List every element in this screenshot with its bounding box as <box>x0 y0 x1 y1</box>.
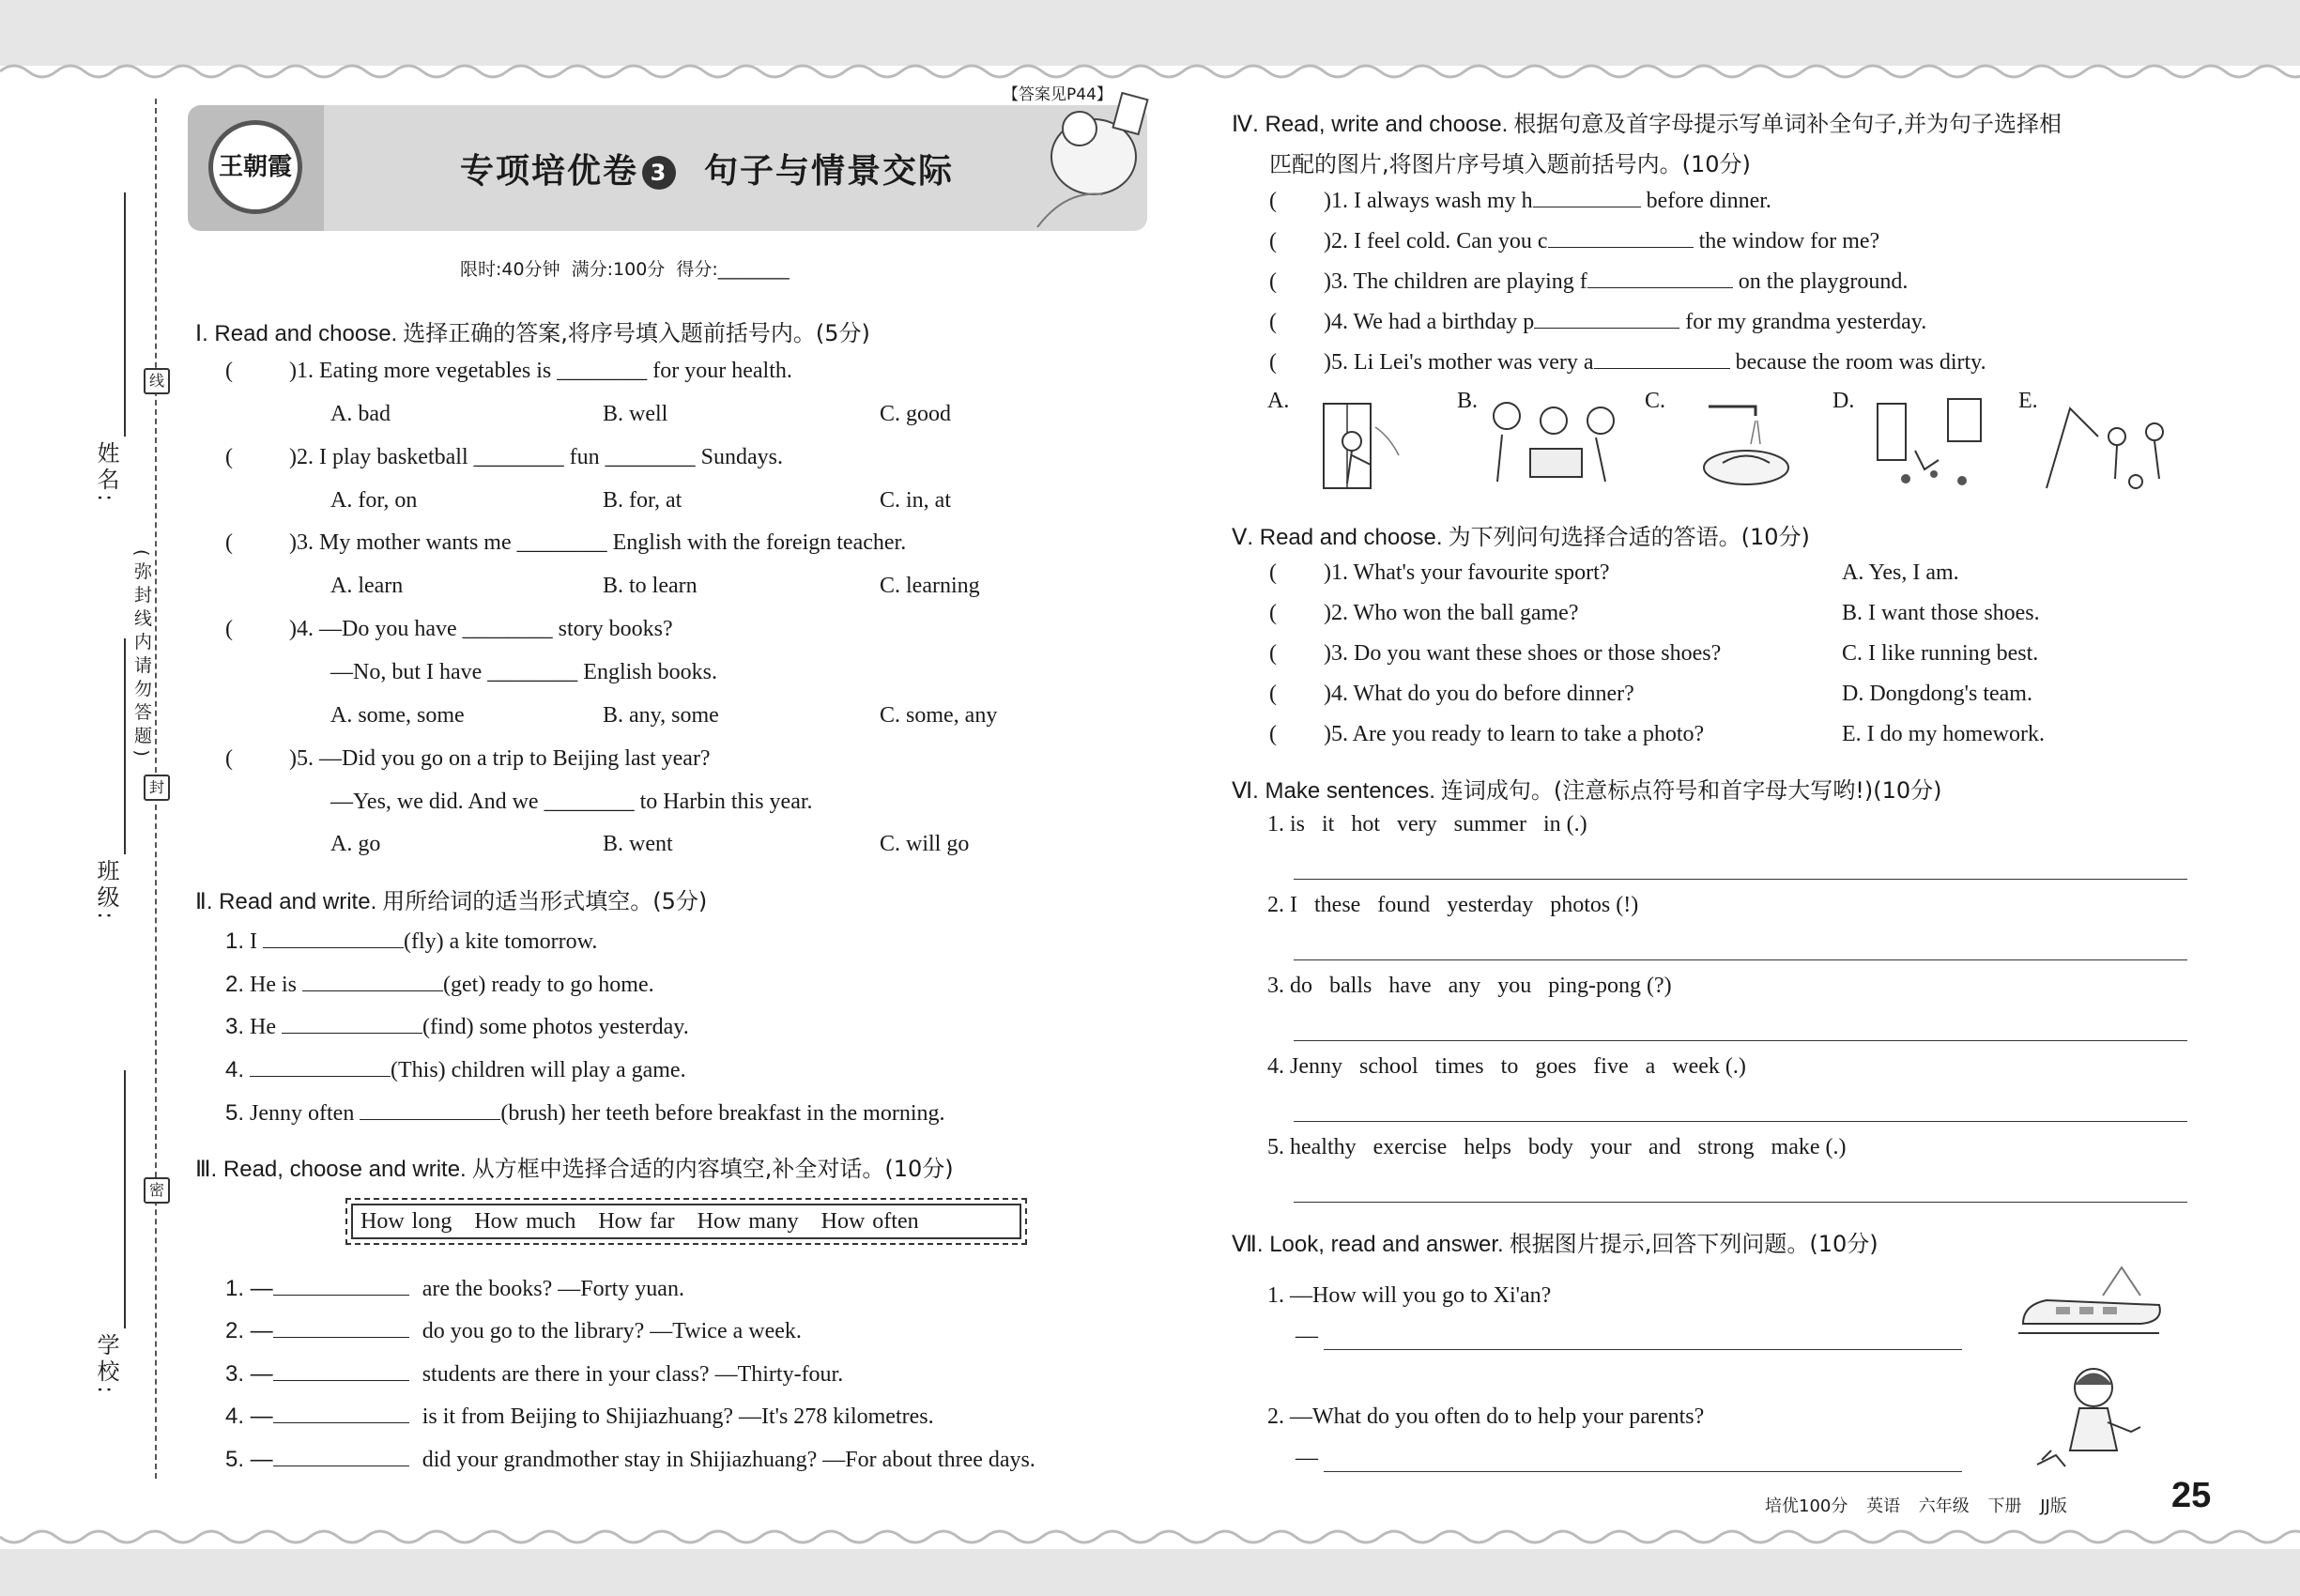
sec2-q4-blank[interactable] <box>250 1055 391 1077</box>
sec7-q1-dash: — <box>1296 1324 1318 1348</box>
top-wave-border <box>0 54 2300 83</box>
sec4-q1 <box>1269 186 1771 214</box>
sec5-ans-c: C. I like running best. <box>1842 641 2039 666</box>
title-main: 句子与情景交际 <box>704 152 955 191</box>
pic-label-b: B. <box>1457 389 1479 413</box>
sec4-q2-blank[interactable] <box>1548 226 1694 248</box>
sec1-q1-opt-a: A. bad <box>330 402 391 426</box>
sec3-q4-blank[interactable] <box>273 1402 409 1423</box>
sec6-q4: 4. Jenny school times to goes five a week (.) <box>1267 1054 1746 1079</box>
sec6-q5: 5. healthy exercise helps body your and strong make (.) <box>1267 1135 1847 1159</box>
class-field[interactable] <box>124 638 126 854</box>
sec5-q2 <box>1269 601 1578 626</box>
sec3-q4 <box>225 1402 934 1430</box>
sec4-q4-paren[interactable]: ( <box>1269 310 1277 334</box>
sec3-q3-post: students are there in your class? —Thirty-four. <box>422 1362 844 1387</box>
sec1-q4-stem: )4. —Do you have ________ story books? <box>289 617 673 641</box>
sec1-q5-paren[interactable]: ( <box>225 746 233 771</box>
sec4-q4 <box>1269 307 1926 335</box>
sec4-q4-post: for my grandma yesterday. <box>1685 310 1927 334</box>
sec2-q2-pre: He is <box>250 973 298 997</box>
sec4-q5-post: because the room was dirty. <box>1735 350 1986 375</box>
sec2-q1-blank[interactable] <box>263 927 404 948</box>
train-picture <box>2009 1258 2169 1347</box>
picture-c-washing-hands <box>1671 392 1812 491</box>
sec4-q5-pre: )5. Li Lei's mother was very a <box>1324 350 1594 375</box>
sec7-q1: 1. —How will you go to Xi'an? <box>1267 1283 1552 1308</box>
sec3-q2-blank[interactable] <box>273 1316 409 1338</box>
sec3-q2 <box>225 1316 802 1344</box>
sec4-q2 <box>1269 226 1879 254</box>
sec1-title <box>195 315 870 347</box>
exam-meta: 限时:40分钟 满分:100分 得分:________ <box>460 259 790 280</box>
sec4-q4-pre: )4. We had a birthday p <box>1324 310 1535 334</box>
school-label: 学校: <box>93 1333 119 1398</box>
sec1-q2-opt-c: C. in, at <box>880 488 951 513</box>
sec3-q5-blank[interactable] <box>273 1445 409 1466</box>
sec4-title-cn2: 匹配的图片,将图片序号填入题前括号内。(10分) <box>1269 151 1751 177</box>
seal-mark-seal: 封 <box>144 775 170 801</box>
brand-logo: 王朝霞 <box>208 120 302 214</box>
class-label: 班级: <box>93 859 119 924</box>
sec3-q4-post: is it from Beijing to Shijiazhuang? —It's 278 kilometres. <box>422 1404 934 1429</box>
bottom-wave-border <box>0 1526 2300 1554</box>
sec1-q4-opt-a: A. some, some <box>330 703 465 728</box>
sec4-q3-pre: )3. The children are playing f <box>1324 269 1587 294</box>
sec2-q5 <box>225 1098 944 1127</box>
sec2-q1-num: 1. <box>225 928 245 954</box>
sec6-q1-answer-line[interactable] <box>1294 879 2187 880</box>
sec6-q3-answer-line[interactable] <box>1294 1040 2187 1041</box>
sec4-q2-post: the window for me? <box>1698 229 1880 253</box>
sec3-q5 <box>225 1445 1035 1473</box>
sec6-title <box>1232 772 1942 805</box>
sec1-q5-opt-a: A. go <box>330 832 381 856</box>
sec4-q1-post: before dinner. <box>1646 189 1771 213</box>
sec1-q3-opt-b: B. to learn <box>603 574 698 598</box>
sec5-ans-b: B. I want those shoes. <box>1842 601 2040 625</box>
sec3-q3-num: 3. — <box>225 1361 273 1387</box>
sec5-q2-paren[interactable]: ( <box>1269 601 1277 625</box>
sec5-q2-stem: )2. Who won the ball game? <box>1324 601 1579 625</box>
sec5-title <box>1232 518 1810 551</box>
sec1-q4-opt-b: B. any, some <box>603 703 719 728</box>
sec3-q3-blank[interactable] <box>273 1359 409 1381</box>
title-number: 3 <box>642 156 676 190</box>
sec5-ans-d: D. Dongdong's team. <box>1842 682 2032 706</box>
sec5-title-en: Ⅴ. Read and choose. <box>1232 525 1443 550</box>
logo-panel <box>188 105 324 231</box>
pic-label-e: E. <box>2018 389 2038 413</box>
sec5-q3 <box>1269 641 1721 667</box>
sec4-q1-paren[interactable]: ( <box>1269 189 1277 213</box>
sec5-q4-paren[interactable]: ( <box>1269 682 1277 706</box>
girl-watering-flowers-picture <box>2028 1361 2159 1474</box>
pic-label-c: C. <box>1645 389 1666 413</box>
sec2-q2-post: (get) ready to go home. <box>443 973 654 997</box>
sec7-q2-answer-line[interactable] <box>1324 1471 1962 1472</box>
sec6-q1: 1. is it hot very summer in (.) <box>1267 812 1587 836</box>
sec1-q4-opt-c: C. some, any <box>880 703 998 728</box>
sec2-q2-num: 2. <box>225 972 245 997</box>
word-how-often: How often <box>820 1209 919 1234</box>
cartoon-decoration <box>981 86 1150 227</box>
sec1-q5-stem: )5. —Did you go on a trip to Beijing last year? <box>289 746 711 771</box>
school-field[interactable] <box>124 1070 126 1328</box>
sec2-title-cn: 用所给词的适当形式填空。(5分) <box>382 888 708 914</box>
sec4-q4-blank[interactable] <box>1534 307 1679 329</box>
sec5-title-cn: 为下列问句选择合适的答语。(10分) <box>1448 524 1810 550</box>
sec1-q3-opt-a: A. learn <box>330 574 404 598</box>
sec5-q5-paren[interactable]: ( <box>1269 722 1277 746</box>
sec2-q5-num: 5. <box>225 1100 245 1126</box>
sec2-q4-num: 4. <box>225 1057 245 1082</box>
picture-d-messy-room <box>1868 394 1990 493</box>
sec1-q2-opt-a: A. for, on <box>330 488 418 513</box>
sec1-q1-stem: )1. Eating more vegetables is ________ for your health. <box>289 359 792 383</box>
sec4-q2-pre: )2. I feel cold. Can you c <box>1324 229 1548 253</box>
picture-a-closing-window <box>1296 399 1418 493</box>
sec2-q4-post: (This) children will play a game. <box>391 1058 686 1082</box>
sec3-q5-num: 5. — <box>225 1447 273 1472</box>
seal-mark-dense: 密 <box>144 1177 170 1204</box>
sec4-q3-paren[interactable]: ( <box>1269 269 1277 294</box>
pic-label-d: D. <box>1832 389 1855 413</box>
sec4-q3 <box>1269 267 1908 295</box>
sec1-q2-paren[interactable]: ( <box>225 445 233 469</box>
sec3-title <box>195 1150 954 1183</box>
sec1-q3-stem: )3. My mother wants me ________ English with the foreign teacher. <box>289 530 907 555</box>
sec4-title-en: Ⅳ. Read, write and choose. <box>1232 112 1509 137</box>
sec2-q4 <box>225 1055 686 1083</box>
sec1-q4-paren[interactable]: ( <box>225 617 233 641</box>
sec7-q1-answer-line[interactable] <box>1324 1349 1962 1350</box>
sec7-q2: 2. —What do you often do to help your parents? <box>1267 1404 1705 1429</box>
sec1-title-cn: 选择正确的答案,将序号填入题前括号内。(5分) <box>403 320 870 346</box>
sec1-q5-opt-b: B. went <box>603 832 673 856</box>
sec4-q5 <box>1269 347 1986 376</box>
sec3-q3 <box>225 1359 843 1388</box>
picture-e-playground-football <box>2042 399 2183 493</box>
sec4-q3-post: on the playground. <box>1738 269 1909 294</box>
page-number: 25 <box>2171 1476 2212 1515</box>
sec2-q3-num: 3. <box>225 1014 245 1039</box>
sec6-q3: 3. do balls have any you ping-pong (?) <box>1267 974 1672 998</box>
sec1-q3-opt-c: C. learning <box>880 574 980 598</box>
word-how-long: How long <box>360 1209 452 1234</box>
sec4-q1-pre: )1. I always wash my h <box>1324 189 1533 213</box>
sec2-q5-pre: Jenny often <box>250 1101 355 1126</box>
sec4-q2-paren[interactable]: ( <box>1269 229 1277 253</box>
sec2-q1-pre: I <box>250 929 258 954</box>
sec4-title <box>1232 105 2062 138</box>
word-how-much: How much <box>474 1209 576 1234</box>
sec1-q4-stem2: —No, but I have ________ English books. <box>330 660 717 684</box>
sec1-q1-opt-c: C. good <box>880 402 952 426</box>
sec7-title-cn: 根据图片提示,回答下列问题。(10分) <box>1509 1231 1878 1257</box>
sec5-q4 <box>1269 682 1634 707</box>
sec6-title-en: Ⅵ. Make sentences. <box>1232 778 1435 804</box>
word-how-many: How many <box>697 1209 799 1234</box>
sec5-ans-a: A. Yes, I am. <box>1842 560 1959 585</box>
sec4-q1-blank[interactable] <box>1533 186 1641 207</box>
page-title <box>460 145 954 192</box>
sec7-title <box>1232 1225 1878 1258</box>
sec3-q2-num: 2. — <box>225 1318 273 1343</box>
footer-info: 培优100分 英语 六年级 下册 JJ版 <box>1765 1496 2067 1516</box>
sec2-q5-post: (brush) her teeth before breakfast in the morning. <box>500 1101 945 1126</box>
seal-mark-line: 线 <box>144 368 170 394</box>
sec4-q5-paren[interactable]: ( <box>1269 350 1277 375</box>
sec2-q5-blank[interactable] <box>360 1098 500 1120</box>
sec5-q3-stem: )3. Do you want these shoes or those shoes? <box>1324 641 1722 666</box>
sec2-q1 <box>225 927 597 955</box>
word-bank-box <box>345 1198 1027 1245</box>
sec2-title <box>195 882 707 915</box>
sec4-q3-blank[interactable] <box>1587 267 1733 288</box>
sec6-q4-answer-line[interactable] <box>1294 1121 2187 1122</box>
sec1-q3-paren[interactable]: ( <box>225 530 233 555</box>
sec5-q5-stem: )5. Are you ready to learn to take a photo? <box>1324 722 1705 746</box>
name-label: 姓名: <box>93 441 119 506</box>
sec4-q5-blank[interactable] <box>1594 347 1730 369</box>
sec2-q3-blank[interactable] <box>282 1012 422 1034</box>
sec1-q1-paren[interactable]: ( <box>225 359 233 383</box>
sec3-q1-post: are the books? —Forty yuan. <box>422 1277 684 1301</box>
sec2-q3 <box>225 1012 689 1040</box>
sec1-q1-opt-b: B. well <box>603 402 668 426</box>
sec5-ans-e: E. I do my homework. <box>1842 722 2045 746</box>
sec2-q2 <box>225 970 654 998</box>
sec6-q5-answer-line[interactable] <box>1294 1202 2187 1203</box>
seal-note: (弥封线内请勿答题) <box>131 549 152 762</box>
sec2-q3-pre: He <box>250 1015 276 1039</box>
sec2-q3-post: (find) some photos yesterday. <box>422 1015 689 1039</box>
sec1-q2-stem: )2. I play basketball ________ fun ________ Sundays. <box>289 445 783 469</box>
sec3-title-cn: 从方框中选择合适的内容填空,补全对话。(10分) <box>471 1156 954 1182</box>
sec3-q1-num: 1. — <box>225 1276 273 1301</box>
binding-margin <box>0 0 178 1596</box>
word-how-far: How far <box>598 1209 675 1234</box>
sec5-q1-paren[interactable]: ( <box>1269 560 1277 585</box>
sec3-q4-num: 4. — <box>225 1404 273 1429</box>
sec1-q5-stem2: —Yes, we did. And we ________ to Harbin this year. <box>330 790 813 814</box>
sec5-q3-paren[interactable]: ( <box>1269 641 1277 666</box>
sec3-q1 <box>225 1274 684 1302</box>
sec3-title-en: Ⅲ. Read, choose and write. <box>195 1157 467 1182</box>
answer-reference: 【答案见P44】 <box>1003 85 1112 104</box>
sec2-title-en: Ⅱ. Read and write. <box>195 889 377 914</box>
sec3-q5-post: did your grandmother stay in Shijiazhuang? —For about three days. <box>422 1448 1035 1472</box>
sec1-q2-opt-b: B. for, at <box>603 488 682 513</box>
sec5-q5 <box>1269 722 1704 747</box>
pic-label-a: A. <box>1267 389 1290 413</box>
sec1-title-en: Ⅰ. Read and choose. <box>195 321 398 346</box>
sec5-q1-stem: )1. What's your favourite sport? <box>1324 560 1610 585</box>
picture-b-birthday-party <box>1483 392 1624 491</box>
sec7-q2-dash: — <box>1296 1446 1318 1470</box>
sec5-q1 <box>1269 560 1609 586</box>
sec2-q2-blank[interactable] <box>302 970 443 991</box>
sec6-q2-answer-line[interactable] <box>1294 959 2187 960</box>
sec3-q2-post: do you go to the library? —Twice a week. <box>422 1319 802 1343</box>
title-prefix: 专项培优卷 <box>460 152 639 191</box>
sec6-title-cn: 连词成句。(注意标点符号和首字母大写哟!)(10分) <box>1440 777 1942 804</box>
sec3-q1-blank[interactable] <box>273 1274 409 1296</box>
name-field[interactable] <box>124 192 126 437</box>
sec5-q4-stem: )4. What do you do before dinner? <box>1324 682 1634 706</box>
sec2-q1-post: (fly) a kite tomorrow. <box>404 929 598 954</box>
sec1-q5-opt-c: C. will go <box>880 832 970 856</box>
sec4-title-cn: 根据句意及首字母提示写单词补全句子,并为句子选择相 <box>1513 111 2062 137</box>
sec7-title-en: Ⅶ. Look, read and answer. <box>1232 1232 1504 1257</box>
sec6-q2: 2. I these found yesterday photos (!) <box>1267 893 1639 917</box>
